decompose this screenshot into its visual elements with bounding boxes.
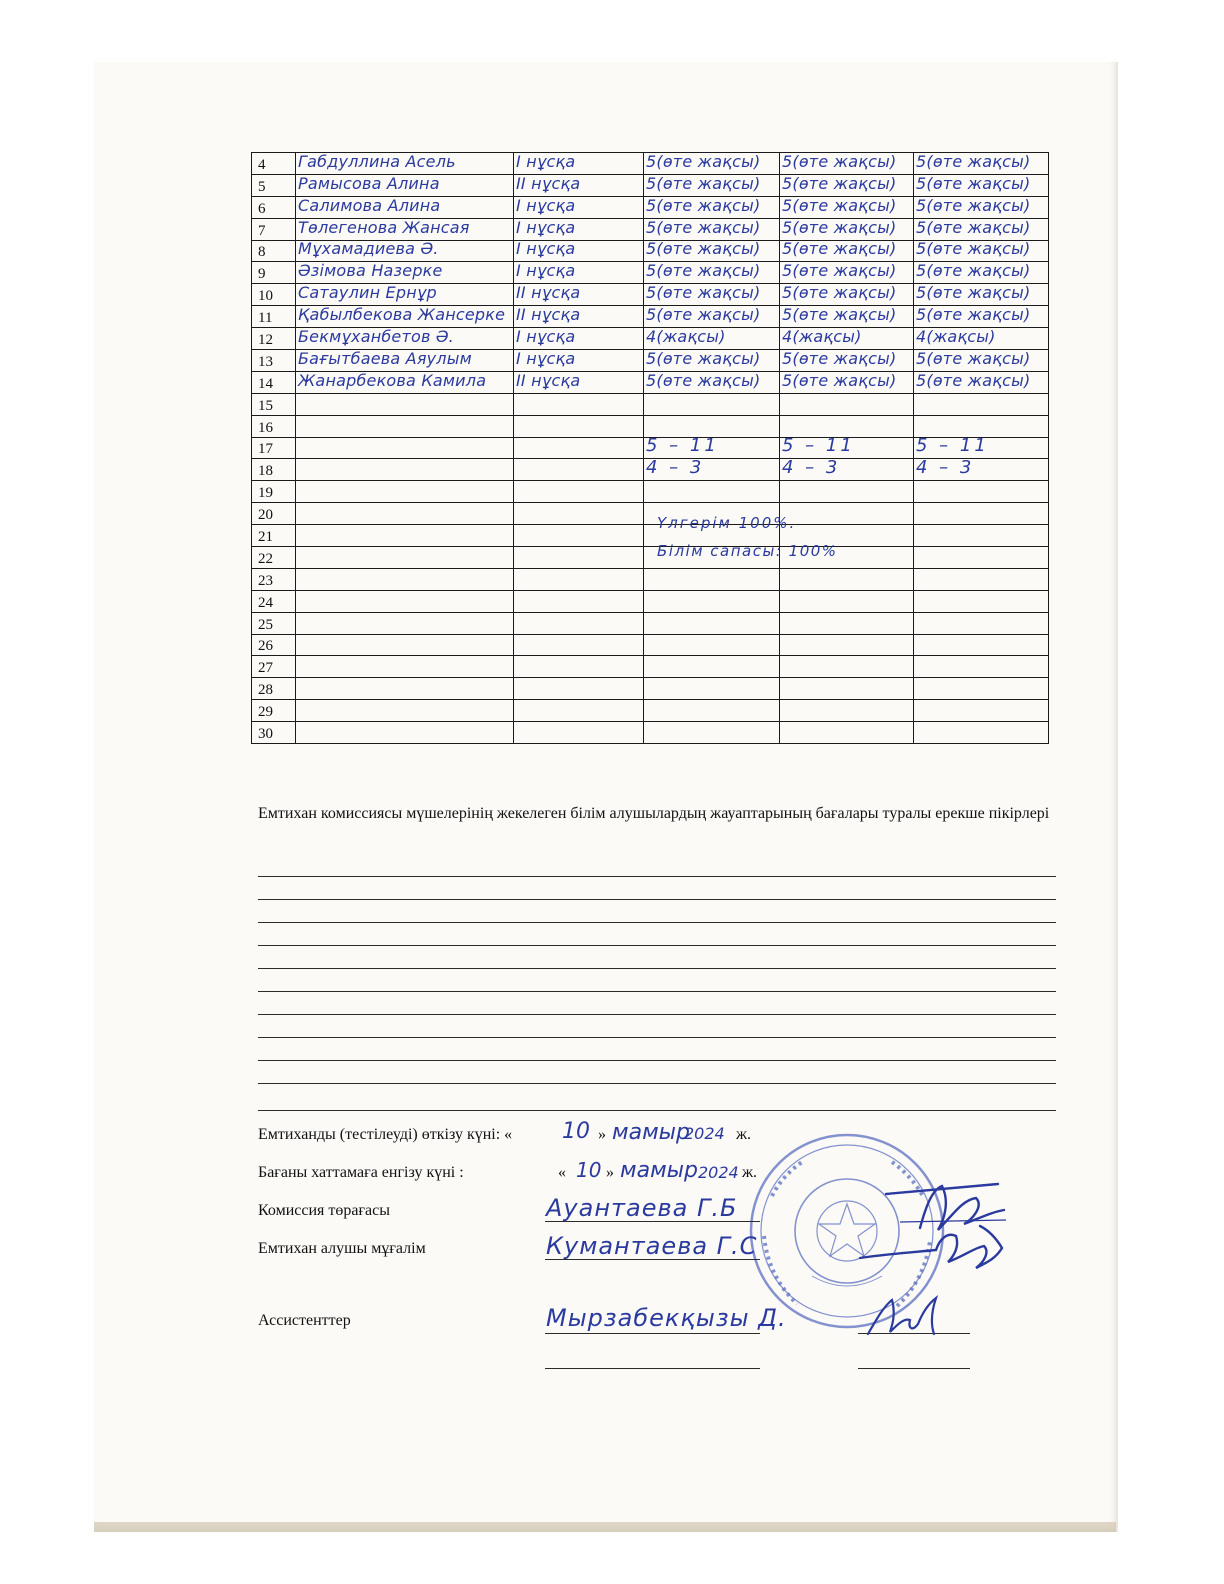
table-cell-num: 27 <box>252 656 296 678</box>
table-cell-g3 <box>914 590 1049 612</box>
handwritten-variant: I нұсқа <box>516 217 576 237</box>
table-row <box>252 525 1049 547</box>
chair-signature-line <box>545 1221 760 1222</box>
handwritten-g1: 5(өте жақсы) <box>646 370 761 390</box>
assistant-signature-line <box>545 1333 760 1334</box>
table-cell-g2 <box>780 678 914 700</box>
handwritten-g3: 5(өте жақсы) <box>916 239 1031 259</box>
table-cell-g2 <box>780 503 914 525</box>
table-cell-name <box>296 174 514 196</box>
table-row <box>252 612 1049 634</box>
table-cell-g3 <box>914 240 1049 262</box>
table-cell-name <box>296 240 514 262</box>
table-cell-variant <box>514 262 644 284</box>
table-cell-g3 <box>914 306 1049 328</box>
handwritten-g1: 5(өте жақсы) <box>646 217 761 237</box>
handwritten-g2: 5(өте жақсы) <box>782 173 897 193</box>
table-row <box>252 656 1049 678</box>
handwritten-g3: 5(өте жақсы) <box>916 151 1031 171</box>
entry-date-mid: » <box>606 1164 614 1181</box>
handwritten-g2: 4(жақсы) <box>782 327 862 347</box>
table-cell-variant <box>514 481 644 503</box>
table-cell-num: 17 <box>252 437 296 459</box>
table-cell-g3 <box>914 700 1049 722</box>
handwritten-g2: 5(өте жақсы) <box>782 348 897 368</box>
handwritten-name: Жанарбекова Камила <box>298 370 487 390</box>
table-cell-name <box>296 153 514 175</box>
table-cell-g1 <box>644 371 780 393</box>
table-row <box>252 481 1049 503</box>
table-row <box>252 196 1049 218</box>
table-cell-variant <box>514 196 644 218</box>
table-cell-g2 <box>780 481 914 503</box>
handwritten-variant: II нұсқа <box>516 305 581 325</box>
handwritten-variant: I нұсқа <box>516 348 576 368</box>
table-cell-variant <box>514 284 644 306</box>
table-cell-num: 16 <box>252 415 296 437</box>
assistant-signature <box>862 1290 952 1340</box>
handwritten-g1: 5(өте жақсы) <box>646 305 761 325</box>
table-cell-g1 <box>644 459 780 481</box>
handwritten-g1: 5(өте жақсы) <box>646 151 761 171</box>
table-cell-num: 7 <box>252 218 296 240</box>
table-cell-name <box>296 437 514 459</box>
handwritten-g1: 5(өте жақсы) <box>646 173 761 193</box>
table-cell-g1 <box>644 415 780 437</box>
remarks-line <box>258 1083 1056 1084</box>
table-cell-name <box>296 590 514 612</box>
table-cell-g2 <box>780 153 914 175</box>
exam-date-year: 2024 <box>684 1124 725 1143</box>
table-cell-variant <box>514 612 644 634</box>
table-cell-variant <box>514 634 644 656</box>
entry-date-suffix: ж. <box>742 1164 758 1181</box>
table-row <box>252 459 1049 481</box>
table-cell-num: 10 <box>252 284 296 306</box>
table-cell-g1 <box>644 678 780 700</box>
table-row <box>252 437 1049 459</box>
table-row <box>252 350 1049 372</box>
remarks-line <box>258 991 1056 992</box>
entry-date-open: « <box>558 1164 566 1181</box>
table-row <box>252 547 1049 569</box>
table-cell-g1 <box>644 218 780 240</box>
remarks-line <box>258 968 1056 969</box>
teacher-signature-line <box>545 1259 760 1260</box>
table-cell-num: 30 <box>252 722 296 744</box>
handwritten-g1: 5(өте жақсы) <box>646 195 761 215</box>
remarks-line <box>258 1037 1056 1038</box>
table-cell-g2 <box>780 568 914 590</box>
table-cell-name <box>296 328 514 350</box>
table-row <box>252 371 1049 393</box>
handwritten-g2: 4 – 3 <box>782 457 841 479</box>
table-cell-g2 <box>780 393 914 415</box>
table-row <box>252 218 1049 240</box>
table-row <box>252 240 1049 262</box>
table-row <box>252 328 1049 350</box>
handwritten-g2: 5(өте жақсы) <box>782 217 897 237</box>
table-cell-variant <box>514 328 644 350</box>
table-cell-g3 <box>914 371 1049 393</box>
table-cell-g2 <box>780 612 914 634</box>
table-cell-g3 <box>914 350 1049 372</box>
handwritten-g3: 4 – 3 <box>916 457 975 479</box>
table-cell-variant <box>514 568 644 590</box>
handwritten-g3: 5(өте жақсы) <box>916 217 1031 237</box>
paper-shadow-edge <box>94 1522 1116 1532</box>
handwritten-g1: 4(жақсы) <box>646 327 726 347</box>
handwritten-g1: 4 – 3 <box>646 457 705 479</box>
table-cell-g2 <box>780 284 914 306</box>
exam-date-mid: » <box>598 1126 606 1143</box>
remarks-line <box>258 1014 1056 1015</box>
table-row <box>252 262 1049 284</box>
handwritten-g2: 5(өте жақсы) <box>782 370 897 390</box>
entry-date-month: мамыр <box>620 1158 699 1183</box>
table-cell-g1 <box>644 722 780 744</box>
handwritten-g3: 4(жақсы) <box>916 327 996 347</box>
table-cell-g1 <box>644 437 780 459</box>
table-cell-num: 13 <box>252 350 296 372</box>
handwritten-variant: I нұсқа <box>516 151 576 171</box>
table-cell-g3 <box>914 218 1049 240</box>
table-row <box>252 678 1049 700</box>
table-cell-g3 <box>914 568 1049 590</box>
table-cell-name <box>296 262 514 284</box>
table-row <box>252 634 1049 656</box>
table-cell-g3 <box>914 415 1049 437</box>
table-cell-variant <box>514 700 644 722</box>
table-row <box>252 306 1049 328</box>
table-cell-name <box>296 568 514 590</box>
summary-achievement: Үлгерім 100%. <box>657 514 797 532</box>
table-cell-name <box>296 350 514 372</box>
table-cell-g3 <box>914 174 1049 196</box>
table-cell-g1 <box>644 174 780 196</box>
table-cell-g1 <box>644 350 780 372</box>
table-cell-g2 <box>780 634 914 656</box>
table-cell-name <box>296 196 514 218</box>
table-cell-name <box>296 656 514 678</box>
handwritten-variant: II нұсқа <box>516 370 581 390</box>
remarks-line <box>258 1110 1056 1111</box>
handwritten-g1: 5(өте жақсы) <box>646 261 761 281</box>
table-cell-name <box>296 547 514 569</box>
handwritten-g3: 5(өте жақсы) <box>916 283 1031 303</box>
table-cell-name <box>296 612 514 634</box>
table-cell-variant <box>514 503 644 525</box>
remarks-line <box>258 899 1056 900</box>
remarks-line <box>258 1060 1056 1061</box>
entry-date-day: 10 <box>576 1158 602 1182</box>
assistant-signature-line-3 <box>545 1368 760 1369</box>
table-cell-g2 <box>780 656 914 678</box>
handwritten-g3: 5(өте жақсы) <box>916 348 1031 368</box>
handwritten-g1: 5 – 11 <box>646 435 719 457</box>
table-cell-g2 <box>780 240 914 262</box>
assistant-name: Мырзабекқызы Д. <box>546 1304 787 1332</box>
table-row <box>252 153 1049 175</box>
table-cell-g1 <box>644 153 780 175</box>
chair-name: Ауантаева Г.Б <box>546 1194 738 1222</box>
table-cell-g3 <box>914 678 1049 700</box>
handwritten-g2: 5(өте жақсы) <box>782 239 897 259</box>
table-cell-num: 12 <box>252 328 296 350</box>
table-cell-variant <box>514 174 644 196</box>
table-cell-num: 29 <box>252 700 296 722</box>
table-cell-num: 28 <box>252 678 296 700</box>
table-cell-g3 <box>914 459 1049 481</box>
table-cell-num: 4 <box>252 153 296 175</box>
teacher-label: Емтихан алушы мұғалім <box>258 1240 426 1257</box>
table-cell-name <box>296 634 514 656</box>
table-cell-variant <box>514 371 644 393</box>
table-row <box>252 415 1049 437</box>
table-row <box>252 590 1049 612</box>
handwritten-g3: 5(өте жақсы) <box>916 195 1031 215</box>
table-cell-g1 <box>644 656 780 678</box>
table-cell-variant <box>514 153 644 175</box>
handwritten-g2: 5(өте жақсы) <box>782 283 897 303</box>
table-cell-g3 <box>914 503 1049 525</box>
handwritten-variant: I нұсқа <box>516 261 576 281</box>
table-cell-g3 <box>914 262 1049 284</box>
remarks-line <box>258 922 1056 923</box>
table-cell-name <box>296 306 514 328</box>
handwritten-g3: 5(өте жақсы) <box>916 261 1031 281</box>
table-cell-variant <box>514 590 644 612</box>
table-row <box>252 722 1049 744</box>
table-cell-name <box>296 218 514 240</box>
exam-date-month: мамыр <box>612 1120 691 1145</box>
table-cell-variant <box>514 306 644 328</box>
table-cell-name <box>296 503 514 525</box>
table-cell-num: 20 <box>252 503 296 525</box>
table-row <box>252 393 1049 415</box>
table-cell-g1 <box>644 196 780 218</box>
handwritten-g3: 5(өте жақсы) <box>916 173 1031 193</box>
handwritten-g2: 5(өте жақсы) <box>782 261 897 281</box>
grades-table <box>251 152 1049 744</box>
table-cell-g1 <box>644 568 780 590</box>
teacher-signature <box>856 1218 1006 1278</box>
table-cell-g3 <box>914 328 1049 350</box>
table-cell-variant <box>514 437 644 459</box>
entry-date-label: Бағаны хаттамаға енгізу күні : <box>258 1164 464 1181</box>
handwritten-name: Бекмұханбетов Ә. <box>298 327 454 347</box>
table-row <box>252 284 1049 306</box>
exam-date-day: 10 <box>562 1119 590 1144</box>
handwritten-g2: 5(өте жақсы) <box>782 195 897 215</box>
table-cell-g2 <box>780 218 914 240</box>
table-cell-num: 24 <box>252 590 296 612</box>
handwritten-variant: I нұсқа <box>516 239 576 259</box>
table-cell-name <box>296 415 514 437</box>
table-cell-name <box>296 525 514 547</box>
exam-date-label: Емтиханды (тестілеуді) өткізу күні: « <box>258 1126 513 1143</box>
table-cell-g3 <box>914 547 1049 569</box>
table-cell-g2 <box>780 350 914 372</box>
table-cell-g3 <box>914 153 1049 175</box>
table-cell-variant <box>514 722 644 744</box>
handwritten-name: Әзімова Назерке <box>298 261 443 281</box>
table-cell-num: 14 <box>252 371 296 393</box>
table-cell-num: 6 <box>252 196 296 218</box>
table-cell-variant <box>514 656 644 678</box>
table-cell-name <box>296 722 514 744</box>
table-cell-name <box>296 371 514 393</box>
table-row <box>252 503 1049 525</box>
handwritten-g2: 5(өте жақсы) <box>782 151 897 171</box>
table-cell-num: 18 <box>252 459 296 481</box>
table-cell-num: 9 <box>252 262 296 284</box>
remarks-line <box>258 876 1056 877</box>
table-cell-g2 <box>780 722 914 744</box>
table-cell-variant <box>514 415 644 437</box>
table-cell-g3 <box>914 722 1049 744</box>
table-cell-g2 <box>780 415 914 437</box>
table-cell-g1 <box>644 262 780 284</box>
assistants-label: Ассистенттер <box>258 1312 351 1329</box>
table-cell-num: 26 <box>252 634 296 656</box>
handwritten-name: Салимова Алина <box>298 195 441 215</box>
table-cell-num: 22 <box>252 547 296 569</box>
table-cell-name <box>296 284 514 306</box>
handwritten-variant: I нұсқа <box>516 195 576 215</box>
table-cell-g1 <box>644 634 780 656</box>
table-cell-name <box>296 393 514 415</box>
table-cell-g2 <box>780 371 914 393</box>
table-cell-g2 <box>780 459 914 481</box>
handwritten-name: Рамысова Алина <box>298 173 440 193</box>
handwritten-g1: 5(өте жақсы) <box>646 348 761 368</box>
table-cell-g2 <box>780 306 914 328</box>
table-cell-g1 <box>644 612 780 634</box>
exam-date-suffix: ж. <box>736 1126 752 1143</box>
handwritten-variant: II нұсқа <box>516 173 581 193</box>
table-cell-g3 <box>914 525 1049 547</box>
handwritten-g1: 5(өте жақсы) <box>646 239 761 259</box>
table-cell-g1 <box>644 306 780 328</box>
table-cell-variant <box>514 218 644 240</box>
table-cell-g2 <box>780 174 914 196</box>
handwritten-g3: 5(өте жақсы) <box>916 370 1031 390</box>
table-cell-g3 <box>914 612 1049 634</box>
table-cell-num: 23 <box>252 568 296 590</box>
handwritten-g1: 5(өте жақсы) <box>646 283 761 303</box>
handwritten-name: Мұхамадиева Ә. <box>298 239 439 259</box>
table-cell-g1 <box>644 328 780 350</box>
table-cell-g2 <box>780 590 914 612</box>
handwritten-name: Төлегенова Жансая <box>298 217 470 237</box>
table-cell-g3 <box>914 284 1049 306</box>
handwritten-variant: II нұсқа <box>516 283 581 303</box>
table-cell-variant <box>514 525 644 547</box>
table-cell-num: 11 <box>252 306 296 328</box>
remarks-heading: Емтихан комиссиясы мүшелерінің жекелеген білім алушылардың жауаптарының бағалары туралы ерекше пікірлері <box>258 805 1050 822</box>
table-cell-g2 <box>780 196 914 218</box>
table-cell-num: 8 <box>252 240 296 262</box>
table-cell-variant <box>514 459 644 481</box>
table-cell-g1 <box>644 700 780 722</box>
table-cell-variant <box>514 393 644 415</box>
table-cell-name <box>296 481 514 503</box>
table-cell-variant <box>514 350 644 372</box>
table-cell-g3 <box>914 656 1049 678</box>
handwritten-variant: I нұсқа <box>516 327 576 347</box>
table-cell-g2 <box>780 700 914 722</box>
handwritten-g2: 5(өте жақсы) <box>782 305 897 325</box>
table-row <box>252 568 1049 590</box>
teacher-name: Кумантаева Г.С <box>546 1232 758 1260</box>
handwritten-g3: 5 – 11 <box>916 435 989 457</box>
table-cell-g3 <box>914 481 1049 503</box>
table-cell-num: 19 <box>252 481 296 503</box>
handwritten-g3: 5(өте жақсы) <box>916 305 1031 325</box>
table-cell-g1 <box>644 240 780 262</box>
table-cell-num: 5 <box>252 174 296 196</box>
table-row <box>252 700 1049 722</box>
handwritten-name: Қабылбекова Жансерке <box>298 305 506 325</box>
assistant-signature-line-4 <box>858 1368 970 1369</box>
table-cell-g2 <box>780 437 914 459</box>
handwritten-name: Габдуллина Асель <box>298 151 456 171</box>
table-cell-num: 21 <box>252 525 296 547</box>
table-cell-variant <box>514 547 644 569</box>
entry-date-year: 2024 <box>698 1163 739 1182</box>
table-cell-name <box>296 459 514 481</box>
chair-label: Комиссия төрағасы <box>258 1202 390 1219</box>
table-cell-g1 <box>644 481 780 503</box>
handwritten-name: Сатаулин Ернұр <box>298 283 437 303</box>
table-cell-g3 <box>914 196 1049 218</box>
table-row <box>252 174 1049 196</box>
table-cell-g1 <box>644 590 780 612</box>
table-cell-g3 <box>914 393 1049 415</box>
table-cell-num: 25 <box>252 612 296 634</box>
remarks-line <box>258 945 1056 946</box>
handwritten-name: Бағытбаева Аяулым <box>298 348 472 368</box>
table-cell-variant <box>514 678 644 700</box>
handwritten-g2: 5 – 11 <box>782 435 855 457</box>
table-cell-g2 <box>780 262 914 284</box>
table-cell-name <box>296 678 514 700</box>
table-cell-name <box>296 700 514 722</box>
table-cell-num: 15 <box>252 393 296 415</box>
grades-table-body <box>252 153 1049 744</box>
summary-quality: Білім сапасы: 100% <box>657 542 838 560</box>
table-cell-g3 <box>914 634 1049 656</box>
table-cell-g1 <box>644 284 780 306</box>
table-cell-g2 <box>780 328 914 350</box>
table-cell-variant <box>514 240 644 262</box>
table-cell-g3 <box>914 437 1049 459</box>
table-cell-g1 <box>644 393 780 415</box>
